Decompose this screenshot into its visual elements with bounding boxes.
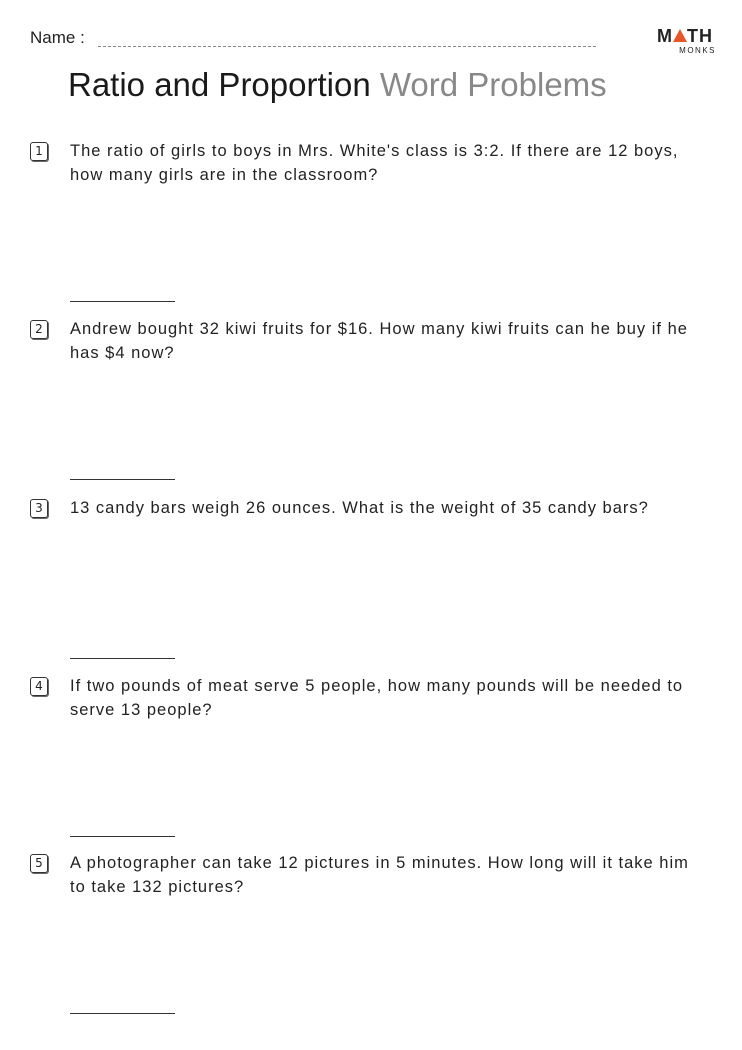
name-field[interactable] xyxy=(98,46,596,47)
question-text: 13 candy bars weigh 26 ounces. What is the weight of 35 candy bars? xyxy=(70,499,649,517)
title-secondary: Word Problems xyxy=(379,66,607,103)
question-number-badge: 4 xyxy=(30,677,48,696)
answer-line[interactable] xyxy=(70,301,175,302)
logo-text: M xyxy=(657,26,673,46)
question-text: Andrew bought 32 kiwi fruits for $16. How many kiwi fruits can he buy if he has $4 now? xyxy=(70,320,688,362)
logo-text: TH xyxy=(687,26,713,46)
name-label: Name : xyxy=(30,28,85,47)
question-number-badge: 1 xyxy=(30,142,48,161)
question-number-badge: 5 xyxy=(30,854,48,873)
answer-line[interactable] xyxy=(70,1013,175,1014)
question-number-badge: 2 xyxy=(30,320,48,339)
logo-subtext: MONKS xyxy=(679,46,716,55)
answer-line[interactable] xyxy=(70,836,175,837)
question-text: A photographer can take 12 pictures in 5 minutes. How long will it take him to take 132 pictures? xyxy=(70,854,689,896)
math-monks-logo xyxy=(654,27,716,55)
answer-line[interactable] xyxy=(70,479,175,480)
triangle-icon xyxy=(673,29,687,42)
question-text: If two pounds of meat serve 5 people, how many pounds will be needed to serve 13 people? xyxy=(70,677,684,719)
question-number-badge: 3 xyxy=(30,499,48,518)
title-main: Ratio and Proportion xyxy=(68,66,371,103)
answer-line[interactable] xyxy=(70,658,175,659)
page-title xyxy=(68,66,607,104)
question-text: The ratio of girls to boys in Mrs. White's class is 3:2. If there are 12 boys, how many girls are in the classroom? xyxy=(70,142,679,184)
